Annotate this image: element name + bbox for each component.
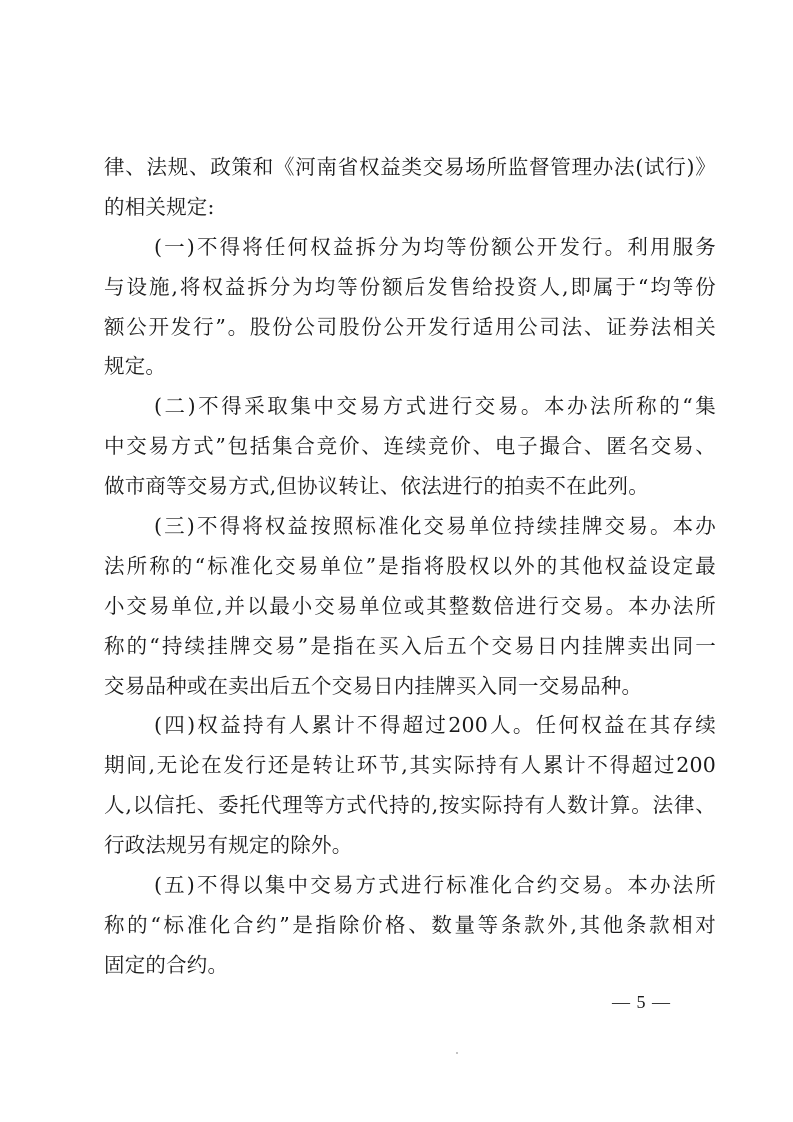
text-line: 称的“标准化合约”是指除价格、数量等条款外,其他条款相对	[104, 912, 716, 937]
text-line: (二)不得采取集中交易方式进行交易。本办法所称的“集	[154, 394, 716, 419]
scan-artifact-dot	[456, 1052, 458, 1054]
text-line: (四)权益持有人累计不得超过200人。任何权益在其存续	[154, 713, 716, 738]
text-line: 与设施,将权益拆分为均等份额后发售给投资人,即属于“均等份	[104, 274, 716, 299]
text-line: 期间,无论在发行还是转让环节,其实际持有人累计不得超过200	[104, 753, 716, 778]
text-line: 律、法规、政策和《河南省权益类交易场所监督管理办法(试行)》	[104, 155, 716, 179]
text-line: 额公开发行”。股份公司股份公开发行适用公司法、证券法相关	[104, 314, 716, 339]
body-text	[104, 148, 716, 986]
text-line: 行政法规另有规定的除外。	[104, 833, 353, 858]
text-line: (一)不得将任何权益拆分为均等份额公开发行。利用服务	[154, 234, 716, 259]
text-line: (五)不得以集中交易方式进行标准化合约交易。本办法所	[154, 873, 716, 898]
text-line: (三)不得将权益按照标准化交易单位持续挂牌交易。本办	[154, 514, 716, 539]
text-line: 小交易单位,并以最小交易单位或其整数倍进行交易。本办法所	[104, 593, 716, 618]
text-line: 做市商等交易方式,但协议转让、依法进行的拍卖不在此列。	[104, 474, 649, 499]
text-line: 规定。	[104, 354, 167, 379]
text-line: 中交易方式”包括集合竞价、连续竞价、电子撮合、匿名交易、	[104, 434, 716, 459]
text-line: 交易品种或在卖出后五个交易日内挂牌买入同一交易品种。	[104, 673, 643, 698]
text-line: 法所称的“标准化交易单位”是指将股权以外的其他权益设定最	[104, 553, 716, 578]
text-line: 称的“持续挂牌交易”是指在买入后五个交易日内挂牌卖出同一	[104, 633, 716, 658]
page-number: — 5 —	[612, 992, 671, 1012]
text-line: 固定的合约。	[104, 952, 229, 977]
text-line: 人,以信托、委托代理等方式代持的,按实际持有人数计算。法律、	[104, 793, 716, 818]
text-line: 的相关规定:	[104, 194, 215, 219]
